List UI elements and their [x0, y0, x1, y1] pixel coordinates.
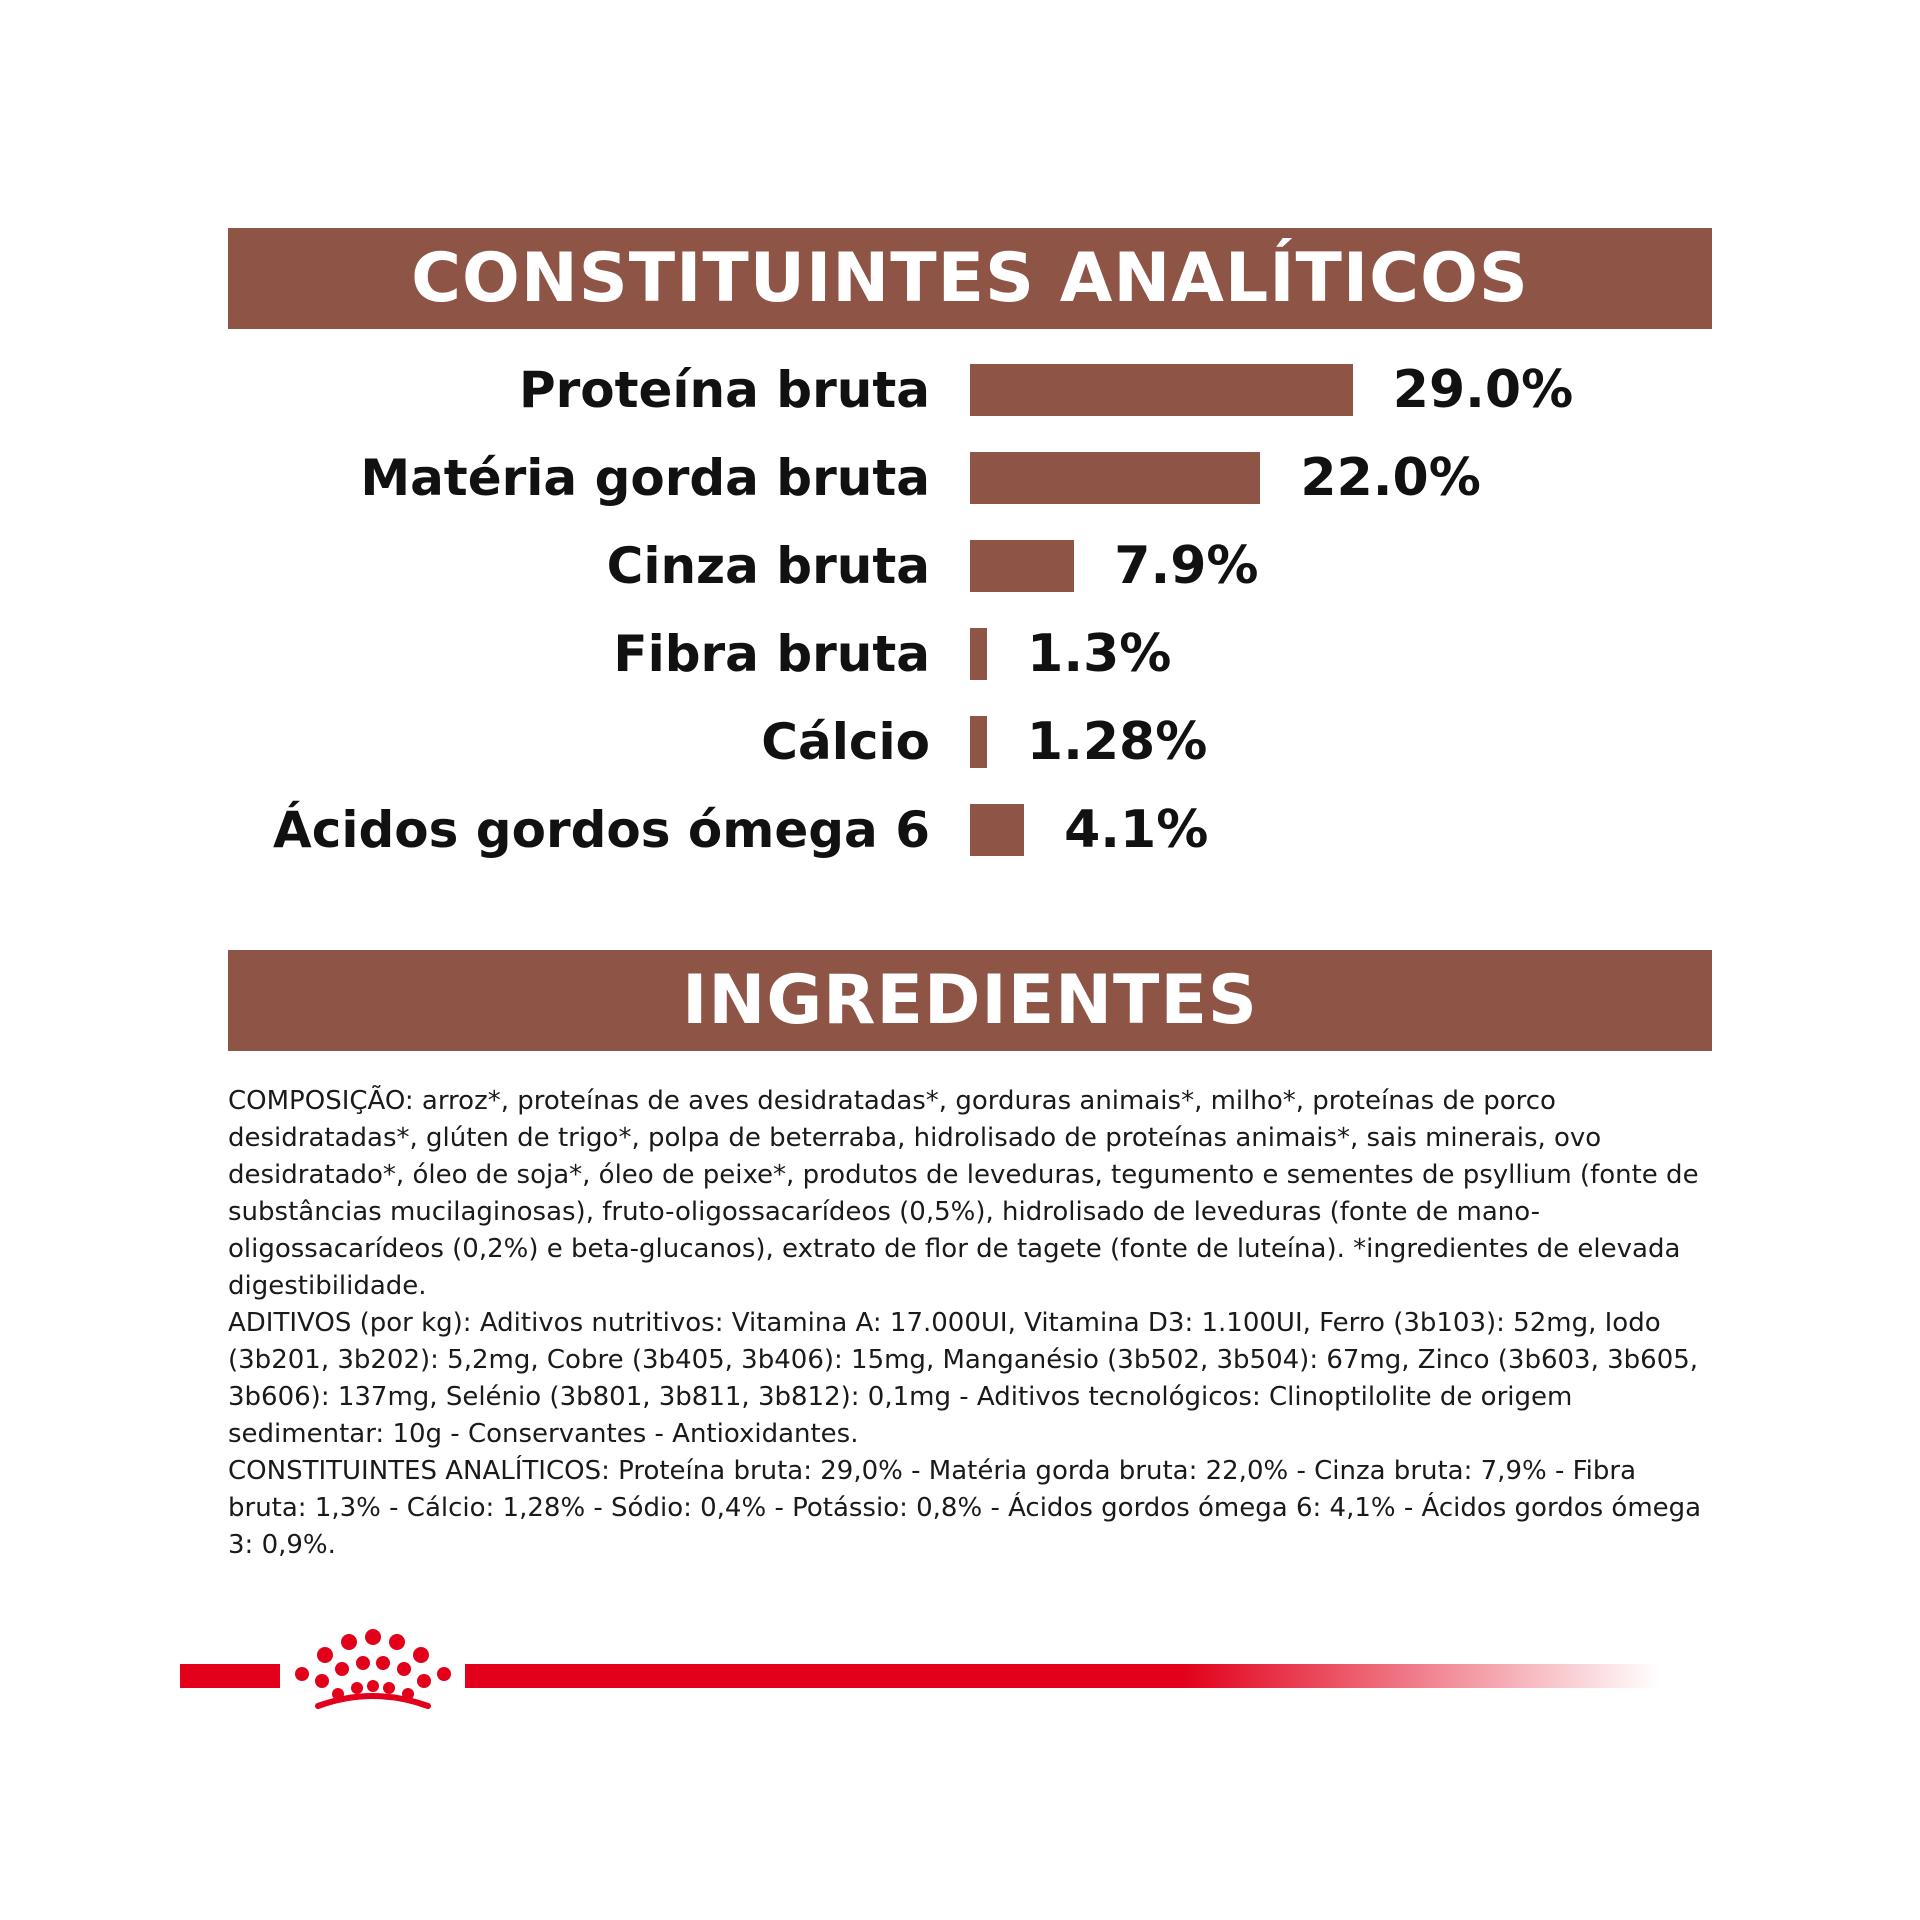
chart-category-label: Matéria gorda bruta — [360, 449, 930, 507]
additives-paragraph: ADITIVOS (por kg): Aditivos nutritivos: Vitamina A: 17.000UI, Vitamina D3: 1.100UI, Ferro (3b103): 52mg, Iodo (3b201, 3b202): 5,2mg, Cobre (3b405, 3b406): 15mg, Manganésio (3b502, 3b504): 67mg, Zinco (3b603, 3b605, 3b606): 137mg, Selénio (3b801, 3b811, 3b812): 0,1mg - Aditivos tecnológicos: Clinoptilolite de origem sedimentar: 10g - Conservantes - Antioxidantes. — [228, 1308, 1699, 1449]
chart-value-label: 22.0% — [1300, 448, 1481, 508]
chart-bar — [970, 804, 1024, 856]
ingredients-text — [228, 1083, 1718, 1564]
chart-row — [0, 624, 1920, 684]
chart-bar — [970, 452, 1260, 504]
ingredients-banner — [228, 950, 1712, 1051]
analytic-constituents-paragraph: CONSTITUINTES ANALÍTICOS: Proteína bruta: 29,0% - Matéria gorda bruta: 22,0% - Cinza bruta: 7,9% - Fibra bruta: 1,3% - Cálcio: 1,28% - Sódio: 0,4% - Potássio: 0,8% - Ácidos gordos ómega 6: 4,1% - Ácidos gordos ómega 3: 0,9%. — [228, 1456, 1702, 1560]
red-line-right — [465, 1664, 1660, 1688]
analytic-constituents-chart — [0, 360, 1920, 900]
red-line-left — [180, 1664, 280, 1688]
chart-row — [0, 800, 1920, 860]
chart-row — [0, 536, 1920, 596]
chart-value-label: 4.1% — [1064, 800, 1209, 860]
ingredients-title: INGREDIENTES — [682, 961, 1258, 1040]
chart-bar — [970, 628, 987, 680]
chart-category-label: Ácidos gordos ómega 6 — [273, 801, 930, 859]
analytic-constituents-title: CONSTITUINTES ANALÍTICOS — [411, 239, 1529, 318]
chart-bar — [970, 716, 987, 768]
chart-category-label: Fibra bruta — [613, 625, 930, 683]
chart-bar — [970, 540, 1074, 592]
chart-value-label: 29.0% — [1392, 360, 1574, 420]
chart-row — [0, 360, 1920, 420]
chart-row — [0, 712, 1920, 772]
chart-category-label: Cálcio — [761, 713, 930, 771]
composition-paragraph: COMPOSIÇÃO: arroz*, proteínas de aves desidratadas*, gorduras animais*, milho*, proteínas de porco desidratadas*, glúten de trigo*, polpa de beterraba, hidrolisado de proteínas animais*, sais minerais, ovo desidratado*, óleo de soja*, óleo de peixe*, produtos de leveduras, tegumento e sementes de psyllium (fonte de substâncias mucilaginosas), fruto-oligossacarídeos (0,5%), hidrolisado de leveduras (fonte de mano-oligossacarídeos (0,2%) e beta-glucanos), extrato de flor de tagete (fonte de luteína). *ingredientes de elevada digestibilidade. — [228, 1086, 1699, 1301]
chart-row — [0, 448, 1920, 508]
crown-icon — [288, 1620, 458, 1720]
chart-category-label: Proteína bruta — [518, 361, 930, 419]
analytic-constituents-banner — [228, 228, 1712, 329]
chart-value-label: 1.28% — [1026, 712, 1208, 772]
chart-category-label: Cinza bruta — [606, 537, 930, 595]
chart-bar — [970, 364, 1353, 416]
brand-footer — [180, 1620, 1660, 1720]
chart-value-label: 7.9% — [1114, 536, 1259, 596]
chart-value-label: 1.3% — [1027, 624, 1172, 684]
